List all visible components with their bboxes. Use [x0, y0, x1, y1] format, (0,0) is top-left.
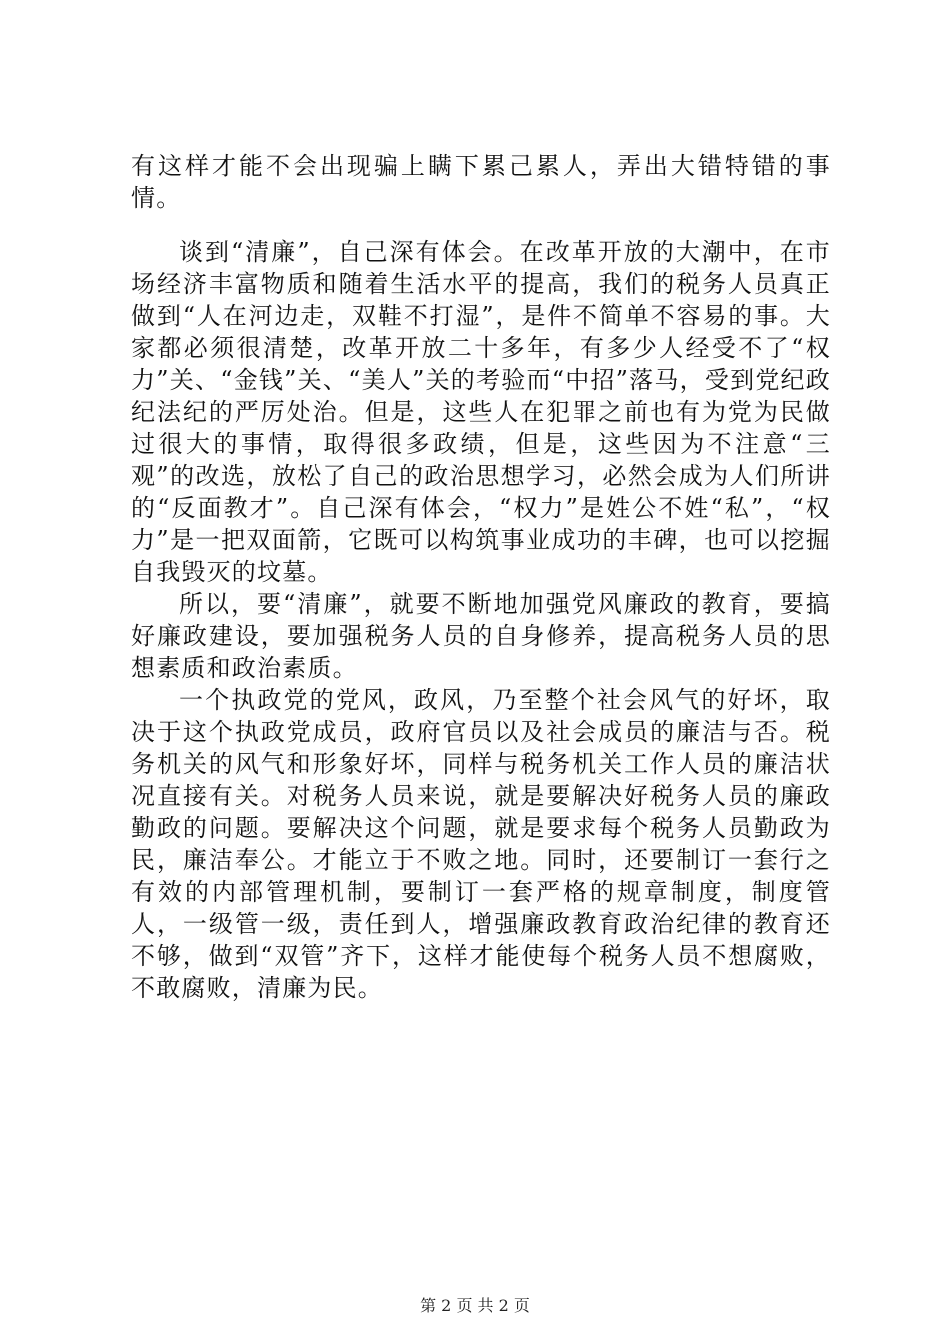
page-number-footer: 第 2 页 共 2 页 — [420, 1296, 530, 1315]
paragraph-education: 所以，要“清廉”，就要不断地加强党风廉政的教育，要搞好廉政建设，要加强税务人员的自身修养，提高税务人员的思想素质和政治素质。 — [131, 590, 831, 682]
paragraph-party-style: 一个执政党的党风，政风，乃至整个社会风气的好坏，取决于这个执政党成员，政府官员以及社会成员的廉洁与否。税务机关的风气和形象好坏，同样与税务机关工作人员的廉洁状况直接有关。对税务人员来说，就是要解决好税务人员的廉政勤政的问题。要解决这个问题，就是要求每个税务人员勤政为民，廉洁奉公。才能立于不败之地。同时，还要制订一套行之有效的内部管理机制，要制订一套严格的规章制度，制度管人，一级管一级，责任到人，增强廉政教育政治纪律的教育还不够，做到“双管”齐下，这样才能使每个税务人员不想腐败，不敢腐败，清廉为民。 — [131, 686, 831, 1002]
document-body — [131, 150, 831, 1004]
paragraph-integrity: 谈到“清廉”，自己深有体会。在改革开放的大潮中，在市场经济丰富物质和随着生活水平的提高，我们的税务人员真正做到“人在河边走，双鞋不打湿”，是件不简单不容易的事。大家都必须很清楚，改革开放二十多年，有多少人经受不了“权力”关、“金钱”关、“美人”关的考验而“中招”落马，受到党纪政纪法纪的严厉处治。但是，这些人在犯罪之前也有为党为民做过很大的事情，取得很多政绩，但是，这些因为不注意“三观”的改选，放松了自己的政治思想学习，必然会成为人们所讲的“反面教才”。自己深有体会，“权力”是姓公不姓“私”，“权力”是一把双面箭，它既可以构筑事业成功的丰碑，也可以挖掘自我毁灭的坟墓。 — [131, 238, 831, 586]
paragraph-gap — [131, 214, 831, 236]
paragraph-continuation: 有这样才能不会出现骗上瞒下累己累人，弄出大错特错的事情。 — [131, 152, 831, 212]
